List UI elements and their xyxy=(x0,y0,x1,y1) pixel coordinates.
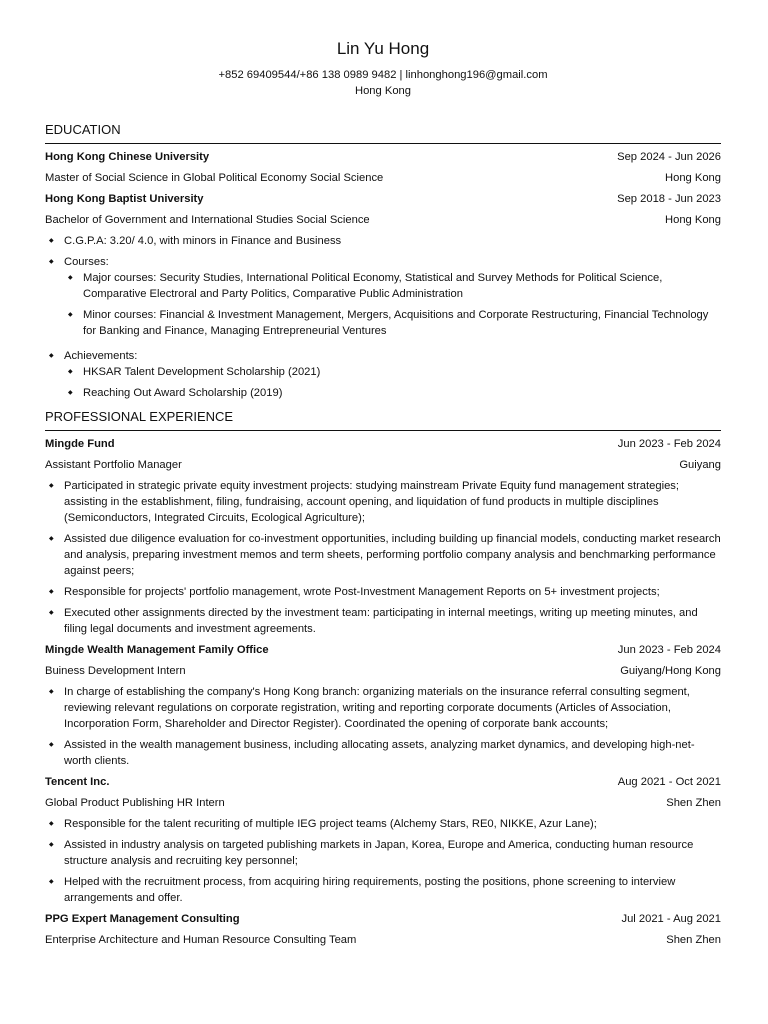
degree-row xyxy=(45,170,721,186)
job-bullet: ◆ Responsible for the talent recuriting of multiple IEG project teams (Alchemy Stars, RE0, NIKKE, Azur Lane); xyxy=(45,816,721,832)
school-name: Hong Kong Chinese University xyxy=(45,151,210,163)
achievement-item: ◆ HKSAR Talent Development Scholarship (2021) xyxy=(64,364,721,380)
job-role: Global Product Publishing HR Intern xyxy=(45,797,225,809)
job-role: Assistant Portfolio Manager xyxy=(45,459,182,471)
degree-name: Bachelor of Government and International Studies Social Science xyxy=(45,214,370,226)
company-row xyxy=(45,774,721,790)
course-item: ◆ Major courses: Security Studies, International Political Economy, Statistical and Survey Methods for Political Science, Comparative Electroral and Party Politics, Comparative Public Administration xyxy=(64,270,721,302)
school-row xyxy=(45,149,721,165)
candidate-name: Lin Yu Hong xyxy=(336,39,430,58)
school-location: Hong Kong xyxy=(665,172,721,184)
job-bullet: ◆ Assisted in the wealth management business, including allocating assets, analyzing market dynamics, and developing high-net-worth clients. xyxy=(45,737,721,769)
job-location: Shen Zhen xyxy=(666,934,721,946)
course-item: ◆ Minor courses: Financial & Investment Management, Mergers, Acquisitions and Corporate Restructuring, Financial Technology for Banking and Finance, Managing Entrepreneurial Ventures xyxy=(64,307,721,339)
resume-header xyxy=(45,0,721,99)
achievements-label: Achievements: xyxy=(64,350,138,362)
company-name: Mingde Wealth Management Family Office xyxy=(45,644,269,656)
experience-title: PROFESSIONAL EXPERIENCE xyxy=(45,409,721,431)
job-role: Enterprise Architecture and Human Resource Consulting Team xyxy=(45,934,357,946)
gpa-item xyxy=(45,233,721,249)
job-bullets xyxy=(45,478,721,637)
school-row xyxy=(45,191,721,207)
courses-item xyxy=(45,254,721,339)
job-role: Buiness Development Intern xyxy=(45,665,186,677)
role-row xyxy=(45,932,721,948)
job-location: Guiyang xyxy=(679,459,721,471)
company-row xyxy=(45,911,721,927)
courses-list xyxy=(64,270,721,339)
company-row xyxy=(45,642,721,658)
achievements-item xyxy=(45,348,721,401)
job-bullet: ◆ Responsible for projects' portfolio management, wrote Post-Investment Management Reports on 5+ investment projects; xyxy=(45,584,721,600)
school-location: Hong Kong xyxy=(665,214,721,226)
achievement-item: ◆ Reaching Out Award Scholarship (2019) xyxy=(64,385,721,401)
role-row xyxy=(45,795,721,811)
job-dates: Aug 2021 - Oct 2021 xyxy=(617,776,721,788)
role-row xyxy=(45,663,721,679)
education-title: EDUCATION xyxy=(45,122,721,144)
degree-name: Master of Social Science in Global Political Economy Social Science xyxy=(45,172,384,184)
job-bullets xyxy=(45,684,721,769)
company-name: PPG Expert Management Consulting xyxy=(45,913,240,925)
school-dates: Sep 2018 - Jun 2023 xyxy=(617,193,721,205)
education-details xyxy=(45,233,721,401)
contact-line: +852 69409544/+86 138 0989 9482 | linhonghong196@gmail.com xyxy=(218,69,548,81)
experience-section xyxy=(45,409,721,948)
achievements-list xyxy=(64,364,721,401)
company-name: Mingde Fund xyxy=(45,438,115,450)
job-dates: Jun 2023 - Feb 2024 xyxy=(617,644,721,656)
job-dates: Jul 2021 - Aug 2021 xyxy=(621,913,721,925)
company-name: Tencent Inc. xyxy=(45,776,110,788)
courses-label: Courses: xyxy=(64,256,109,268)
job-bullet: ◆ Helped with the recruitment process, from acquiring hiring requirements, posting the positions, phone screening to interview arrangements and offer. xyxy=(45,874,721,906)
gpa-text: C.G.P.A: 3.20/ 4.0, with minors in Finance and Business xyxy=(64,235,342,247)
job-bullets xyxy=(45,816,721,906)
job-location: Shen Zhen xyxy=(666,797,721,809)
job-bullet: ◆ Assisted in industry analysis on targeted publishing markets in Japan, Korea, Europe and America, conducting human resource structure analysis and recruiting key personnel; xyxy=(45,837,721,869)
school-name: Hong Kong Baptist University xyxy=(45,193,204,205)
home-location: Hong Kong xyxy=(355,85,411,97)
job-bullet: ◆ Participated in strategic private equity investment projects: studying mainstream Private Equity fund management strategies; assisting in the establishment, filing, fundraising, account opening, and liquidation of fund products in multiple disciplines (Semiconductors, Integrated Circuits, Ecological Agriculture); xyxy=(45,478,721,526)
job-dates: Jun 2023 - Feb 2024 xyxy=(617,438,721,450)
company-row xyxy=(45,436,721,452)
school-dates: Sep 2024 - Jun 2026 xyxy=(617,151,721,163)
job-bullet: ◆ Assisted due diligence evaluation for co-investment opportunities, including building up financial models, conducting market research and analysis, preparing investment memos and term sheets, performing portfolio company analysis and benchmarking performance against peers; xyxy=(45,531,721,579)
education-section xyxy=(45,122,721,401)
role-row xyxy=(45,457,721,473)
degree-row xyxy=(45,212,721,228)
job-bullet: ◆ In charge of establishing the company's Hong Kong branch: organizing materials on the insurance referral consulting segment, reviewing relevant regulations on corporate registration, writing and reporting corporate documents (Articles of Association, Incorporation Form, Shareholder and Director Register). Coordinated the opening of corporate bank accounts; xyxy=(45,684,721,732)
job-bullet: ◆ Executed other assignments directed by the investment team: participating in internal meetings, writing up meeting minutes, and filing legal documents and investment agreements. xyxy=(45,605,721,637)
job-location: Guiyang/Hong Kong xyxy=(620,665,721,677)
